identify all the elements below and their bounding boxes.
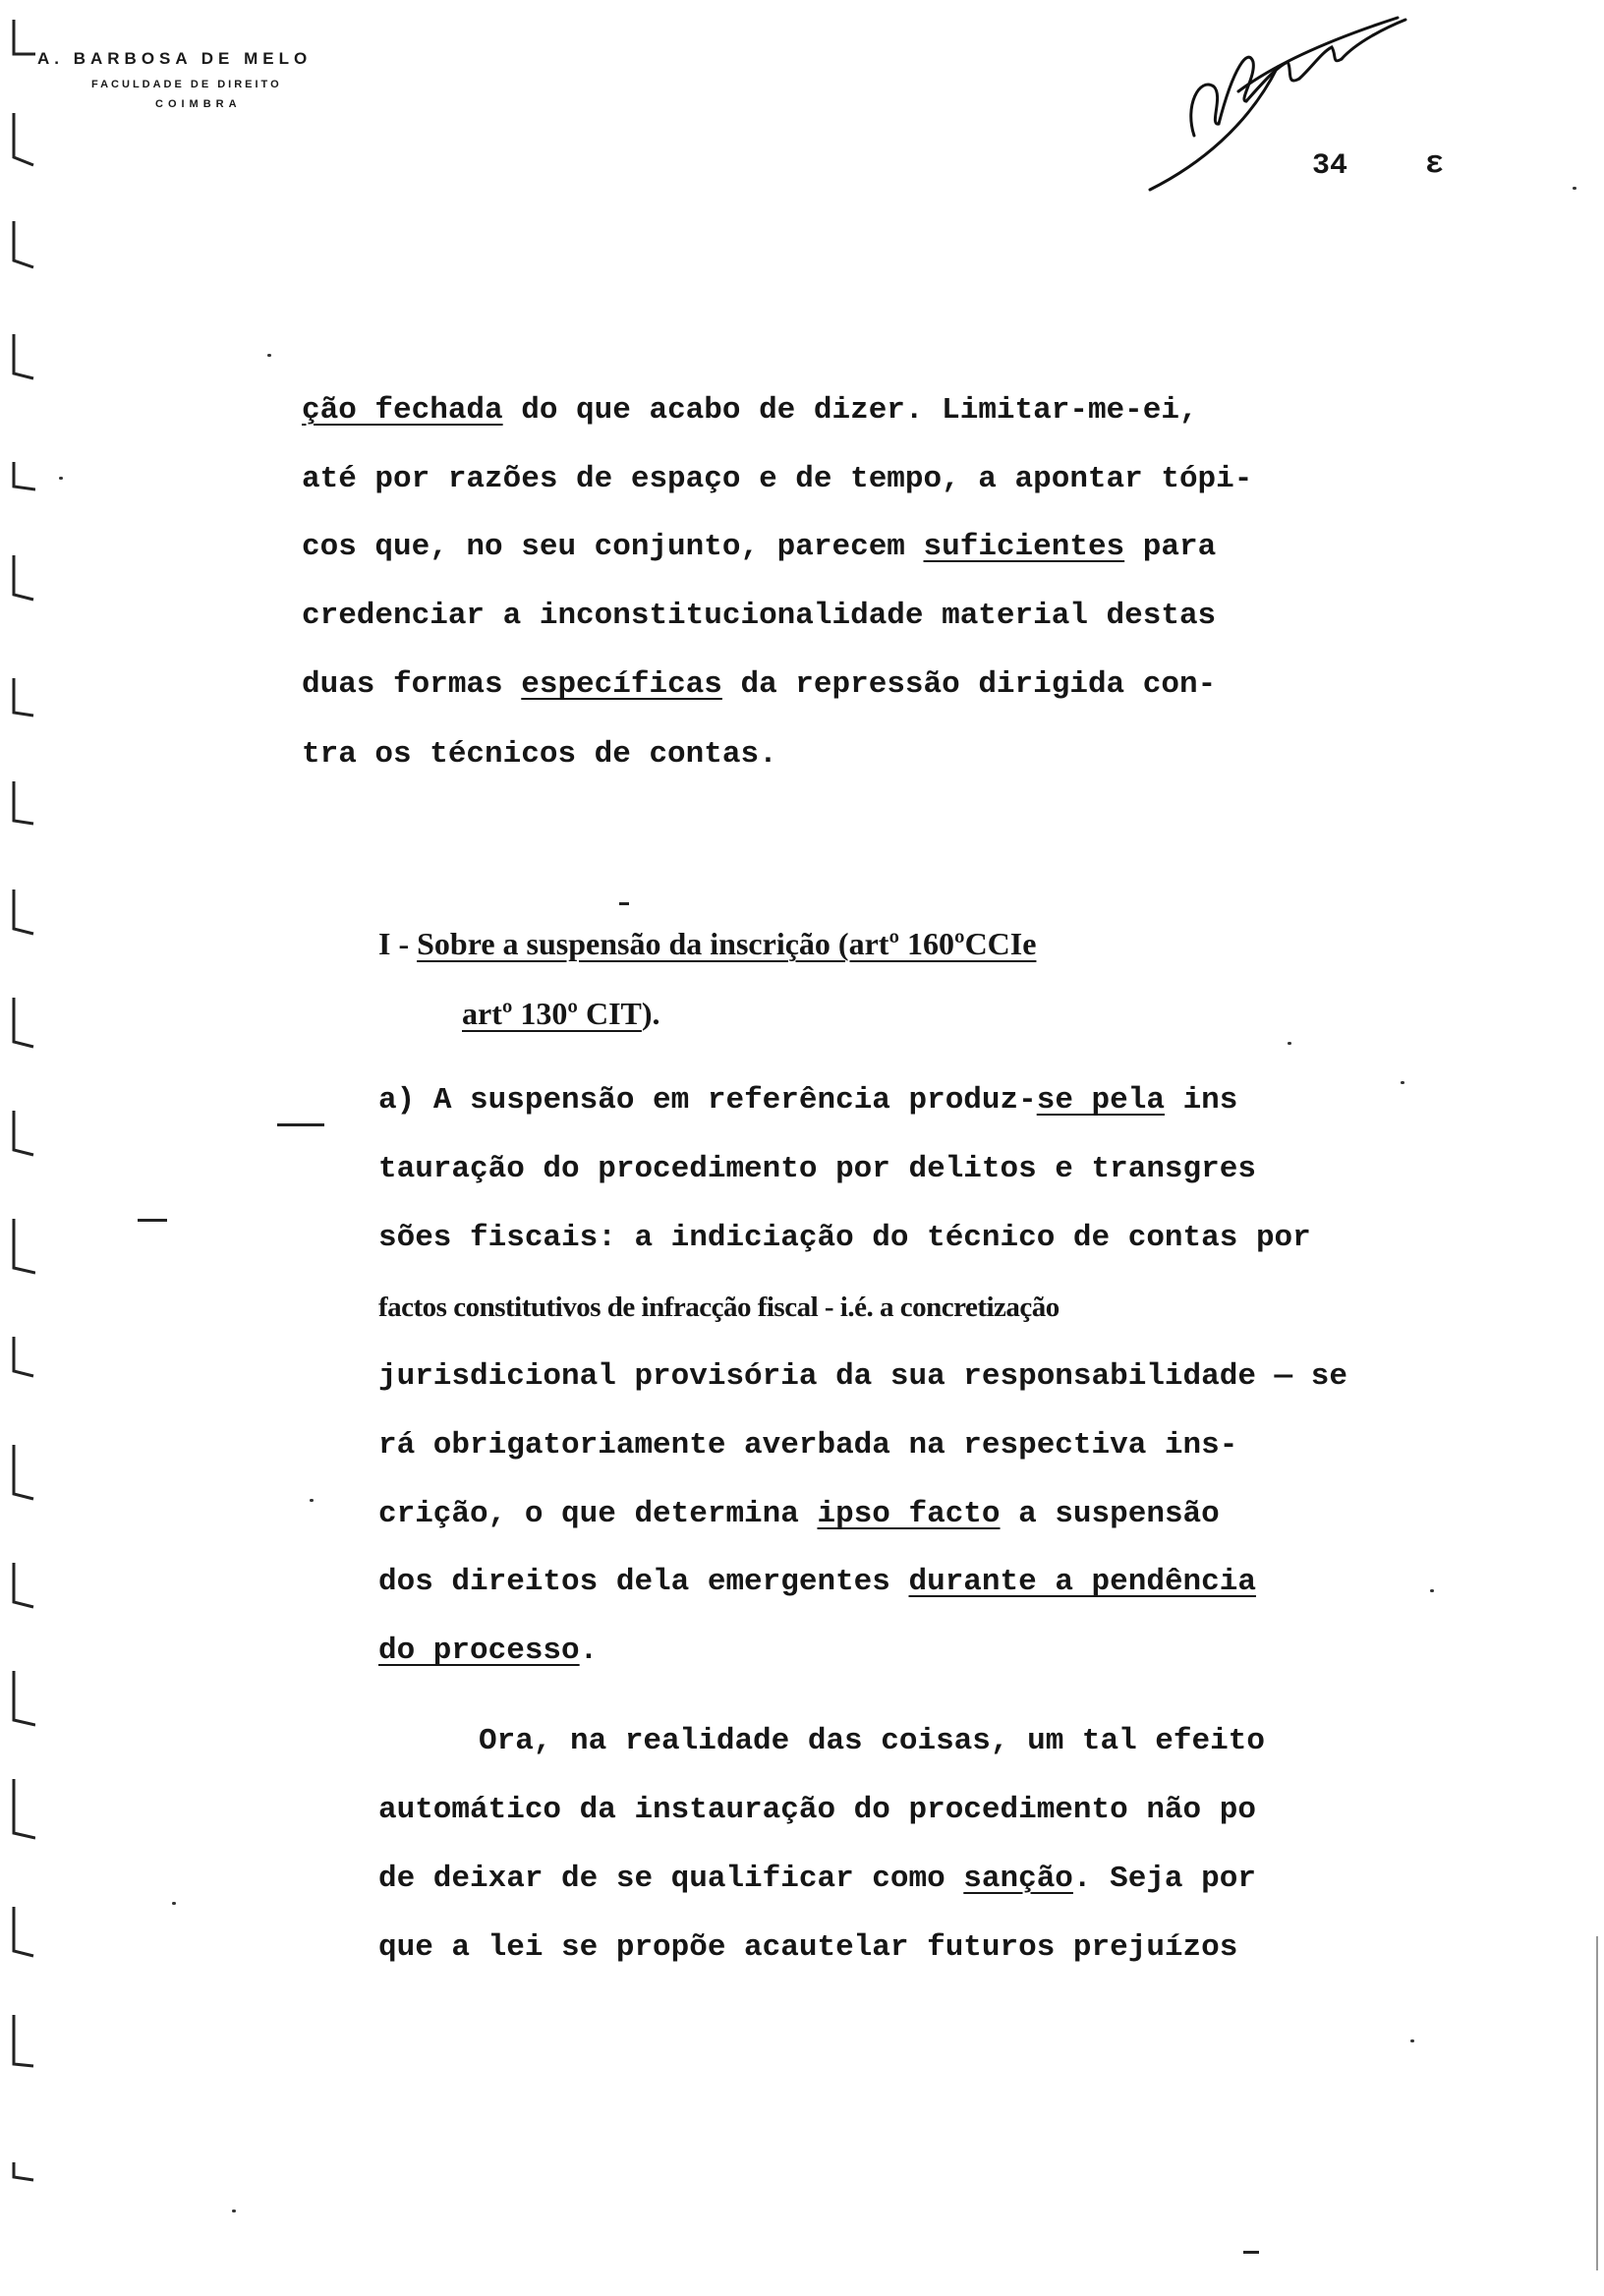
text-line: até por razões de espaço e de tempo, a apontar tópi- <box>302 462 1253 496</box>
line-text: A suspensão em referência produz- <box>415 1083 1037 1118</box>
scan-speck <box>1573 187 1576 190</box>
line-text: a suspensão <box>1000 1497 1220 1531</box>
line-text: . Seja por <box>1072 1862 1256 1896</box>
text-line: tra os técnicos de contas. <box>302 737 777 772</box>
underlined-word: específicas <box>521 667 722 702</box>
line-text: do que acabo de dizer. Limitar-me-ei, <box>502 393 1198 428</box>
section-title-end: ). <box>641 996 660 1031</box>
scan-speck <box>619 902 629 905</box>
margin-mark <box>138 1219 167 1222</box>
binding-marks <box>10 0 35 2296</box>
section-title: Sobre a suspensão da inscrição (artº 160ºCCIe <box>417 926 1037 961</box>
text-line <box>302 391 1198 430</box>
underlined-phrase: do processo <box>378 1634 580 1668</box>
page-corner-mark: ε <box>1425 145 1445 182</box>
text-line <box>302 528 1216 567</box>
text-line <box>378 1563 1256 1602</box>
handwritten-insertion-line: factos constitutivos de infracção fiscal - i.é. a concretização <box>378 1292 1060 1323</box>
line-text: ins <box>1164 1083 1238 1118</box>
section-heading <box>378 924 1036 963</box>
underlined-word: suficientes <box>923 530 1125 564</box>
scan-speck <box>59 477 63 480</box>
text-line <box>378 1860 1256 1899</box>
margin-mark <box>277 1123 324 1126</box>
text-line <box>378 1081 1237 1120</box>
letterhead-author: A. BARBOSA DE MELO <box>37 49 313 68</box>
text-line: automático da instauração do procedimento não po <box>378 1793 1256 1827</box>
text-line: rá obrigatoriamente averbada na respectiva ins- <box>378 1428 1238 1463</box>
letterhead <box>37 49 312 110</box>
line-text: duas formas <box>302 667 522 702</box>
underlined-phrase: ipso facto <box>817 1497 1001 1531</box>
scan-speck <box>1243 2251 1259 2254</box>
text-line <box>302 665 1216 705</box>
line-text: cos que, no seu conjunto, parecem <box>302 530 924 564</box>
line-text: . <box>579 1634 599 1668</box>
scan-speck <box>1410 2039 1414 2042</box>
section-title-continued: artº 130º CIT <box>462 996 642 1031</box>
line-text: da repressão dirigida con- <box>721 667 1217 702</box>
text-line: sões fiscais: a indiciação do técnico de contas por <box>378 1221 1311 1255</box>
text-line: tauração do procedimento por delitos e transgres <box>378 1152 1256 1186</box>
point-label: a) <box>378 1083 416 1118</box>
underlined-phrase: ção fechada <box>302 393 503 428</box>
handwritten-signature <box>1140 8 1415 195</box>
scan-speck <box>1430 1589 1434 1592</box>
text-line: que a lei se propõe acautelar futuros prejuízos <box>378 1930 1238 1965</box>
section-heading-continued <box>462 994 660 1033</box>
page-number: 34 <box>1312 149 1348 183</box>
text-line <box>378 1632 598 1671</box>
scan-speck <box>1401 1081 1404 1084</box>
text-line: credenciar a inconstitucionalidade material destas <box>302 599 1217 633</box>
letterhead-faculty: FACULDADE DE DIREITO <box>91 79 282 90</box>
underlined-phrase: se pela <box>1036 1083 1165 1118</box>
line-text: de deixar de se qualificar como <box>378 1862 964 1896</box>
scan-speck <box>310 1499 314 1502</box>
line-text: para <box>1124 530 1217 564</box>
underlined-word: sanção <box>963 1862 1073 1896</box>
scan-speck <box>232 2210 236 2212</box>
scan-speck <box>1288 1042 1291 1045</box>
line-text: crição, o que determina <box>378 1497 818 1531</box>
letterhead-city: COIMBRA <box>155 98 242 110</box>
section-numeral: I - <box>378 926 418 961</box>
scan-speck <box>267 354 271 357</box>
underlined-phrase: durante a pendência <box>908 1565 1256 1599</box>
text-line: Ora, na realidade das coisas, um tal efeito <box>479 1724 1265 1758</box>
scan-edge-line <box>1596 1936 1598 2270</box>
text-line: jurisdicional provisória da sua responsabilidade — se <box>378 1359 1347 1394</box>
text-line <box>378 1495 1220 1534</box>
line-text: dos direitos dela emergentes <box>378 1565 909 1599</box>
scan-speck <box>172 1902 176 1905</box>
